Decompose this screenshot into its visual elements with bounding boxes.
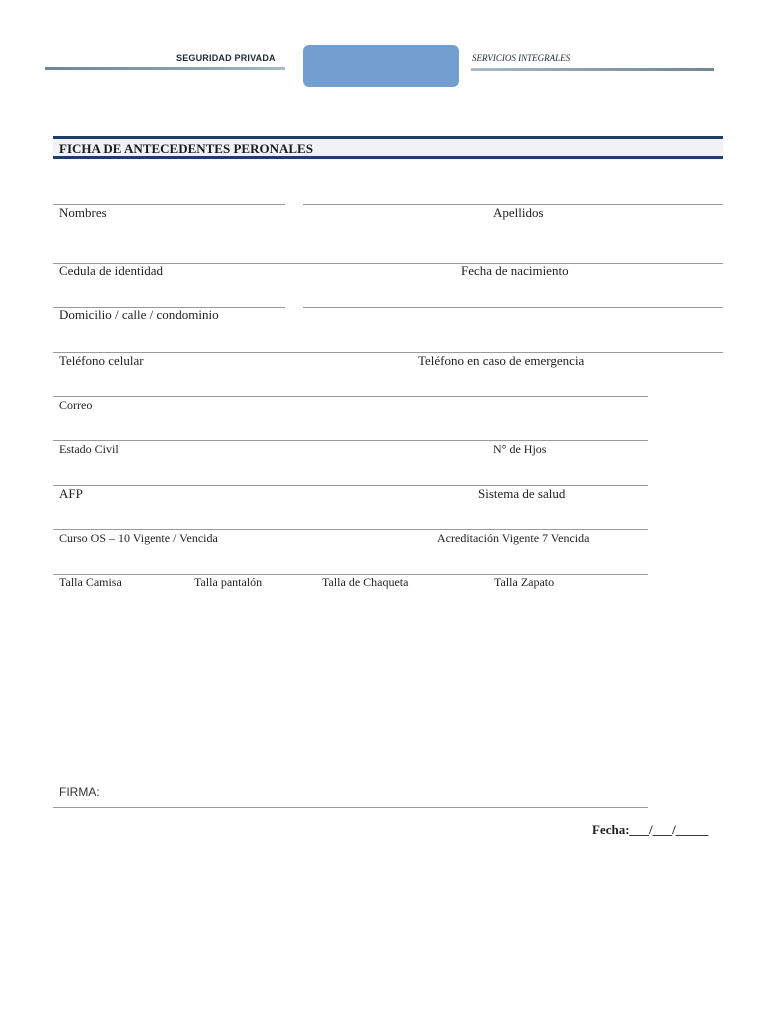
firma-label: FIRMA: bbox=[59, 785, 100, 799]
talla-zapato-label: Talla Zapato bbox=[494, 575, 555, 589]
estado-civil-label: Estado Civil bbox=[59, 442, 119, 456]
curso-os-label: Curso OS – 10 Vigente / Vencida bbox=[59, 531, 218, 545]
header-left-text: SEGURIDAD PRIVADA bbox=[176, 53, 276, 63]
header-rule-right bbox=[471, 68, 714, 71]
telefono-emergencia-label: Teléfono en caso de emergencia bbox=[418, 353, 585, 368]
domicilio-line-right[interactable] bbox=[303, 307, 723, 308]
header-right-text: SERVICIOS INTEGRALES bbox=[472, 53, 571, 63]
sistema-salud-label: Sistema de salud bbox=[478, 486, 566, 501]
firma-line[interactable] bbox=[53, 807, 648, 808]
estado-civil-line[interactable] bbox=[53, 440, 648, 441]
fecha-field[interactable]: Fecha:___/___/_____ bbox=[592, 822, 709, 837]
nombres-label: Nombres bbox=[59, 205, 107, 220]
correo-line[interactable] bbox=[53, 396, 648, 397]
logo-placeholder bbox=[303, 45, 459, 87]
talla-pantalon-label: Talla pantalón bbox=[194, 575, 263, 589]
telefono-line[interactable] bbox=[53, 352, 723, 353]
talla-camisa-label: Talla Camisa bbox=[59, 575, 122, 589]
correo-label: Correo bbox=[59, 398, 93, 412]
form-title: FICHA DE ANTECEDENTES PERONALES bbox=[59, 141, 313, 156]
header-rule-left bbox=[45, 67, 285, 70]
curso-line[interactable] bbox=[53, 529, 648, 530]
afp-label: AFP bbox=[59, 486, 83, 501]
fecha-nacimiento-label: Fecha de nacimiento bbox=[461, 263, 569, 278]
apellidos-label: Apellidos bbox=[493, 205, 544, 220]
domicilio-label: Domicilio / calle / condominio bbox=[59, 307, 219, 322]
telefono-celular-label: Teléfono celular bbox=[59, 353, 144, 368]
talla-chaqueta-label: Talla de Chaqueta bbox=[322, 575, 409, 589]
acreditacion-label: Acreditación Vigente 7 Vencida bbox=[437, 531, 590, 545]
hijos-label: N° de Hjos bbox=[493, 442, 547, 456]
cedula-label: Cedula de identidad bbox=[59, 263, 163, 278]
